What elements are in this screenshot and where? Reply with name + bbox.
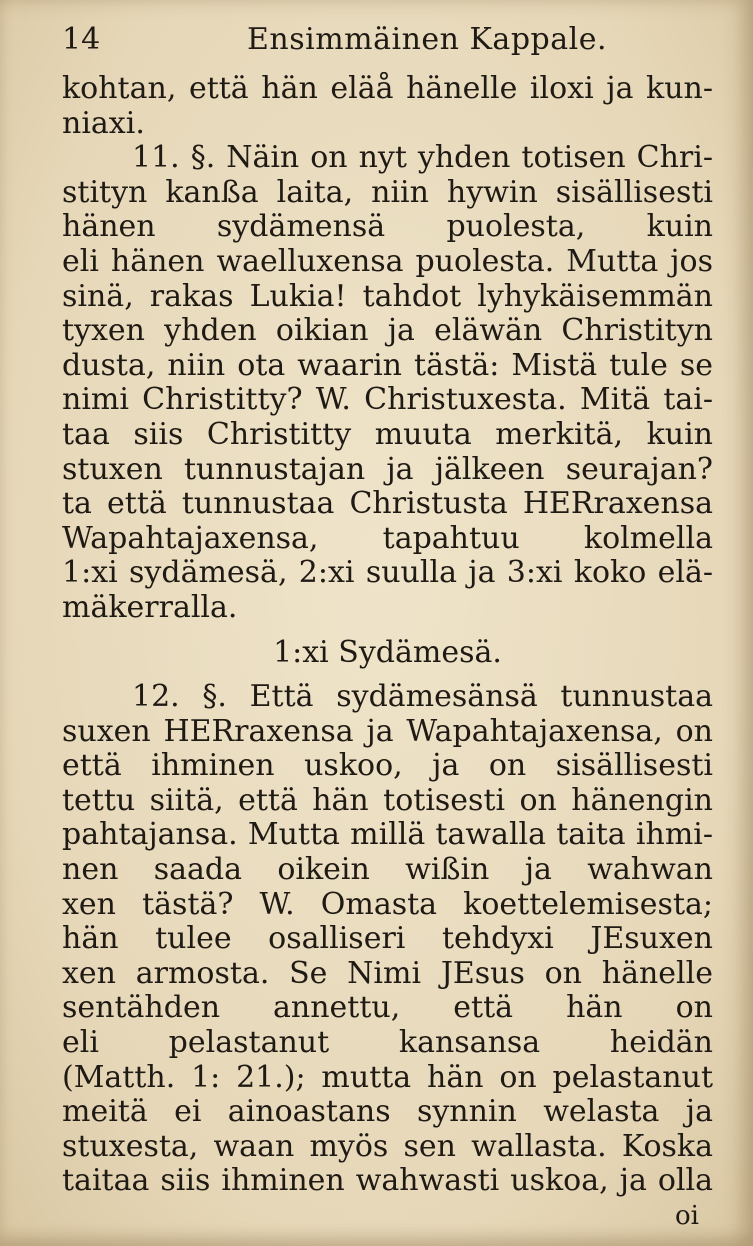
text-line: tettu siitä, että hän totisesti on hänengin: [62, 783, 713, 818]
text-line: sinä, rakas Lukia! tahdot lyhykäisemmän: [62, 279, 713, 314]
catchword: oi: [675, 1201, 699, 1231]
text-line: xen armosta. Se Nimi JEsus on hänelle: [62, 956, 713, 991]
running-title: Ensimmäinen Kappale.: [247, 22, 607, 57]
running-head: [62, 14, 713, 72]
text-line: eli hänen waelluxensa puolesta. Mutta jos: [62, 244, 713, 279]
body-text: [62, 72, 713, 1234]
text-line: meitä ei ainoastans synnin welasta ja: [62, 1095, 713, 1130]
text-line: stityn kanßa laita, niin hywin sisällisesti: [62, 175, 713, 210]
spacer: [62, 670, 713, 680]
text-line: eli pelastanut kansansa heidän: [62, 1026, 713, 1061]
text-line: stuxesta, waan myös sen wallasta. Koska: [62, 1129, 713, 1164]
text-line: xen tästä? W. Omasta koettelemisesta;: [62, 887, 713, 922]
text-line: hänen sydämensä puolesta, kuin: [62, 210, 713, 245]
text-line: nimi Christitty? W. Christuxesta. Mitä tai-: [62, 383, 713, 418]
text-line: että ihminen uskoo, ja on sisällisesti: [62, 749, 713, 784]
page-number: 14: [62, 22, 101, 57]
subheading: 1:xi Sydämesä.: [273, 634, 502, 670]
text-line: Wapahtajaxensa, tapahtuu kolmella: [62, 521, 713, 556]
text-line: tyxen yhden oikian ja eläwän Christityn: [62, 314, 713, 349]
text-line: pahtajansa. Mutta millä tawalla taita ihmi-: [62, 818, 713, 853]
text-line: sentähden annettu, että hän on: [62, 991, 713, 1026]
text-line: nen saada oikein wißin ja wahwan: [62, 853, 713, 888]
text-line: kohtan, että hän eläå hänelle iloxi ja kun-: [62, 72, 713, 106]
text-line: hän tulee osalliseri tehdyxi JEsuxen: [62, 922, 713, 957]
text-line: stuxen tunnustajan ja jälkeen seurajan?: [62, 452, 713, 487]
text-line: mäkerralla.: [62, 589, 238, 625]
text-line: suxen HERraxensa ja Wapahtajaxensa, on: [62, 714, 713, 749]
text-line: dusta, niin ota waarin tästä: Mistä tule se: [62, 348, 713, 383]
text-line: (Matth. 1: 21.); mutta hän on pelastanut: [62, 1060, 713, 1095]
spacer: [62, 626, 713, 636]
text-line: taitaa siis ihminen wahwasti uskoa, ja olla: [62, 1164, 713, 1199]
section-heading-line: 11. §. Näin on nyt yhden totisen Chri-: [132, 141, 713, 176]
text-line: niaxi.: [62, 105, 145, 141]
section-heading-line: 12. §. Että sydämesänsä tunnustaa: [132, 680, 713, 715]
text-line: ta että tunnustaa Christusta HERraxensa: [62, 487, 713, 522]
text-line: taa siis Christitty muuta merkitä, kuin: [62, 417, 713, 452]
text-line: 1:xi sydämesä, 2:xi suulla ja 3:xi koko elä-: [62, 556, 713, 591]
